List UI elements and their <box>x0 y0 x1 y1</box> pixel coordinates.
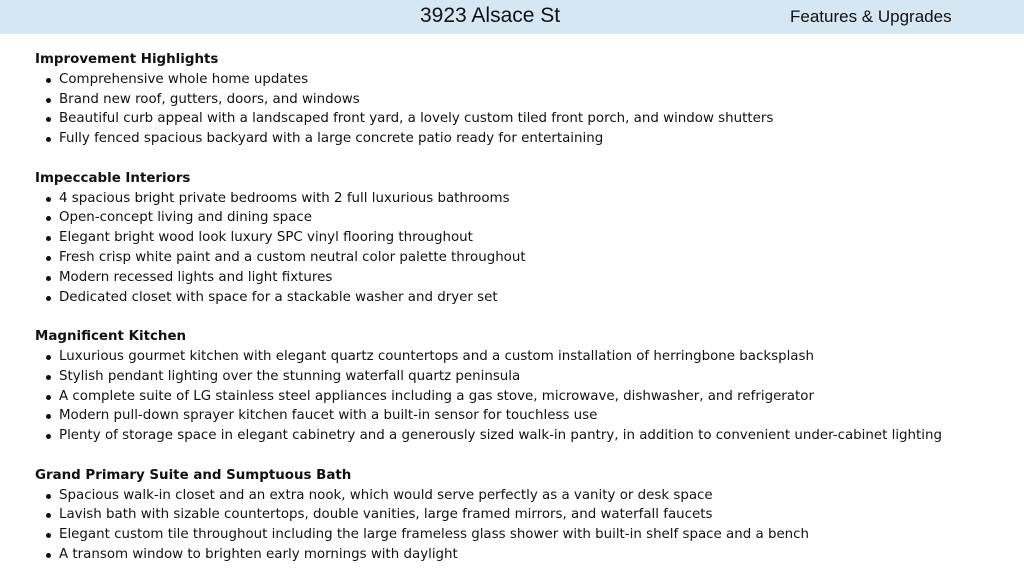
section-title: Impeccable Interiors <box>35 170 191 186</box>
features-content <box>35 50 1015 585</box>
list-item: Luxurious gourmet kitchen with elegant quartz countertops and a custom installation of herringbone backsplash <box>35 347 1015 367</box>
list-item: A complete suite of LG stainless steel appliances including a gas stove, microwave, dishwasher, and refrigerator <box>35 387 1015 407</box>
list-item: Lavish bath with sizable countertops, double vanities, large framed mirrors, and waterfall faucets <box>35 505 1015 525</box>
section-title: Magnificent Kitchen <box>35 329 187 345</box>
list-item: Elegant bright wood look luxury SPC vinyl flooring throughout <box>35 228 1015 248</box>
list-item: Spacious walk-in closet and an extra nook, which would serve perfectly as a vanity or desk space <box>35 486 1015 506</box>
list-item: A transom window to brighten early mornings with daylight <box>35 545 1015 565</box>
section-magnificent-kitchen <box>35 327 1015 446</box>
section-improvement-highlights <box>35 50 1015 149</box>
bullet-list <box>35 70 1015 149</box>
list-item: Stylish pendant lighting over the stunning waterfall quartz peninsula <box>35 367 1015 387</box>
list-item: Fresh crisp white paint and a custom neutral color palette throughout <box>35 248 1015 268</box>
list-item: 4 spacious bright private bedrooms with 2 full luxurious bathrooms <box>35 189 1015 209</box>
list-item: Elegant custom tile throughout including the large frameless glass shower with built-in shelf space and a bench <box>35 525 1015 545</box>
section-title: Grand Primary Suite and Sumptuous Bath <box>35 467 352 483</box>
list-item: Dedicated closet with space for a stackable washer and dryer set <box>35 288 1015 308</box>
list-item: Modern pull-down sprayer kitchen faucet with a built-in sensor for touchless use <box>35 406 1015 426</box>
bullet-list <box>35 189 1015 308</box>
header-bar <box>0 0 1024 34</box>
list-item: Beautiful curb appeal with a landscaped front yard, a lovely custom tiled front porch, and window shutters <box>35 109 1015 129</box>
section-primary-suite <box>35 466 1015 565</box>
list-item: Open-concept living and dining space <box>35 208 1015 228</box>
section-title: Improvement Highlights <box>35 52 219 67</box>
bullet-list <box>35 347 1015 446</box>
list-item: Modern recessed lights and light fixtures <box>35 268 1015 288</box>
list-item: Brand new roof, gutters, doors, and windows <box>35 90 1015 110</box>
list-item: Comprehensive whole home updates <box>35 70 1015 90</box>
list-item: Plenty of storage space in elegant cabinetry and a generously sized walk-in pantry, in addition to convenient under-cabinet lighting <box>35 426 1015 446</box>
list-item: Fully fenced spacious backyard with a large concrete patio ready for entertaining <box>35 129 1015 149</box>
page-title: 3923 Alsace St <box>420 4 561 27</box>
bullet-list <box>35 486 1015 565</box>
page-subtitle: Features & Upgrades <box>790 7 952 26</box>
section-impeccable-interiors <box>35 169 1015 308</box>
